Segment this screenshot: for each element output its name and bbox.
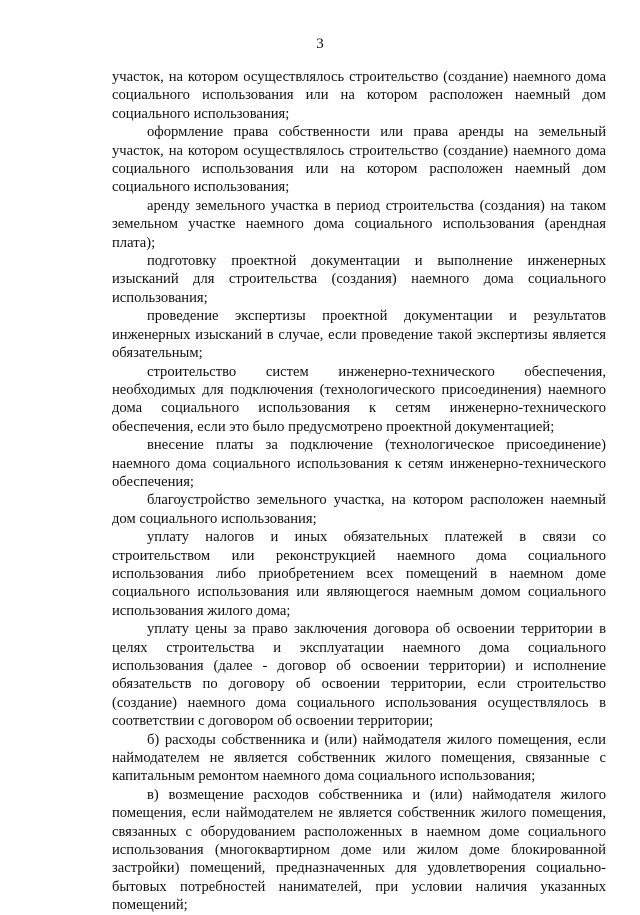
paragraph-engineering-systems: строительство систем инженерно-технического обеспечения, необходимых для подключения (технологического присоединения) наемного дома социального использования к сетям инженерно-технического обеспечения, если это было предусмотрено проектной документацией; [112, 363, 606, 435]
paragraph-connection-fee: внесение платы за подключение (технологическое присоединение) наемного дома социального использования к сетям инженерно-технического обеспечения; [112, 437, 606, 490]
paragraph-land-lease: аренду земельного участка в период строительства (создания) на таком земельном участке наемного дома социального использования (арендная плата); [112, 197, 606, 251]
paragraph-project-documentation: подготовку проектной документации и выполнение инженерных изысканий для строительства (создания) наемного дома социального использования; [112, 253, 606, 306]
document-body [112, 68, 606, 915]
paragraph-landscaping: благоустройство земельного участка, на котором расположен наемный дом социального использования; [112, 492, 606, 527]
paragraph-premises-equipment: в) возмещение расходов собственника и (или) наймодателя жилого помещения, если наймодателем не является собственник жилого помещения, связанных с оборудованием расположенных в наемном доме социального использования (многоквартирном доме или жилом доме блокированной застройки) помещений, предназначенных для удовлетворения социально-бытовых потребностей нанимателей, при условии наличия указанных помещений; [112, 786, 606, 914]
paragraph-territory-development: уплату цены за право заключения договора об освоении территории в целях строительства и эксплуатации наемного дома социального использования (далее - договор об освоении территории) и исполнение обязательств по договору об освоении территории, если строительство (создание) наемного дома социального использования осуществлялось в соответствии с договором об освоении территории; [112, 621, 606, 730]
paragraph-expertise: проведение экспертизы проектной документации и результатов инженерных изысканий в случае, если проведение такой экспертизы является обязательным; [112, 308, 606, 362]
page-number: 3 [316, 36, 324, 52]
paragraph-land-plot-continuation: участок, на котором осуществлялось строительство (создание) наемного дома социального использования или на котором расположен наемный дом социального использования; [112, 69, 606, 122]
paragraph-taxes: уплату налогов и иных обязательных платежей в связи со строительством или реконструкцией наемного дома социального использования либо приобретением всех помещений в наемном доме социального использования или являющегося наемным домом социального использования жилого дома; [112, 529, 606, 619]
paragraph-ownership-registration: оформление права собственности или права аренды на земельный участок, на котором осуществлялось строительство (создание) наемного дома социального использования или на котором расположен наемный дом социального использования; [112, 124, 606, 196]
paragraph-capital-repair: б) расходы собственника и (или) наймодателя жилого помещения, если наймодателем не является собственник жилого помещения, связанные с капитальным ремонтом наемного дома социального использования; [112, 731, 606, 785]
